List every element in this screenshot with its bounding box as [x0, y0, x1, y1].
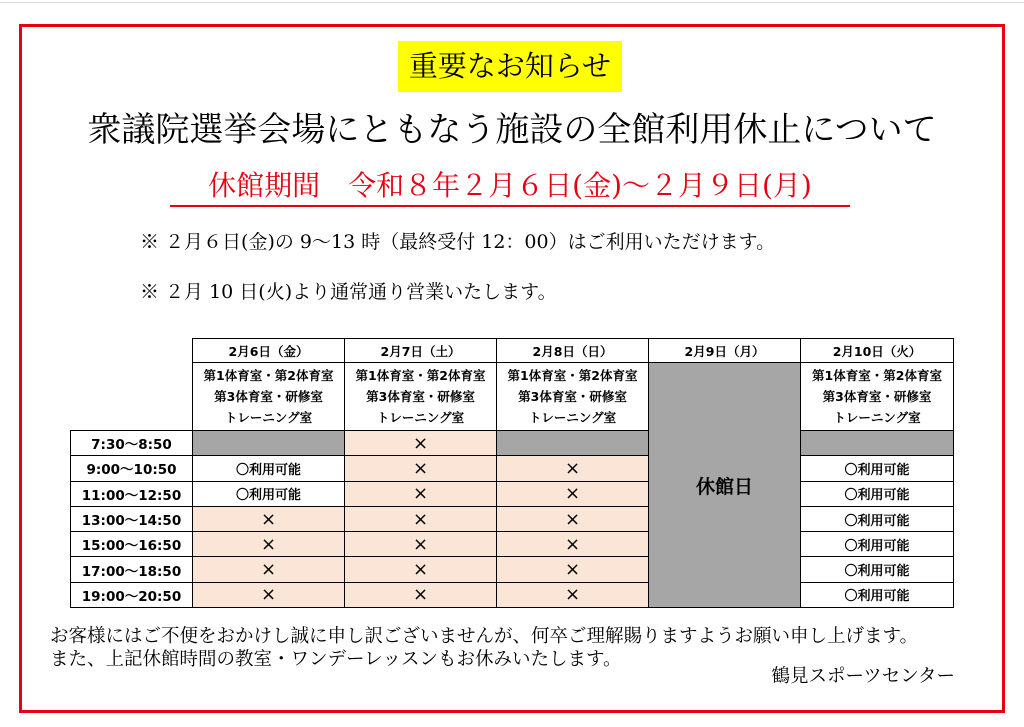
- slot-feb10: 〇利用可能: [801, 506, 954, 531]
- time-slot-row: [71, 431, 954, 456]
- slot-time: 9:00～10:50: [71, 456, 193, 481]
- slot-time: 13:00～14:50: [71, 506, 193, 531]
- facility-line: トレーニング室: [833, 410, 921, 425]
- time-slot-row: [71, 557, 954, 582]
- time-slot-row: [71, 582, 954, 607]
- slot-time: 11:00～12:50: [71, 481, 193, 506]
- slot-feb6: ×: [193, 582, 345, 607]
- closure-period: 休館期間 令和８年２月６日(金)～２月９日(月): [208, 169, 812, 202]
- facilities-feb6: [193, 363, 345, 431]
- slot-feb8: [497, 431, 649, 456]
- slot-feb8: ×: [497, 456, 649, 481]
- slot-feb7: ×: [345, 456, 497, 481]
- slot-feb8: ×: [497, 506, 649, 531]
- slot-feb6: ×: [193, 557, 345, 582]
- facility-line: 第1体育室・第2体育室: [507, 368, 638, 383]
- facility-line: 第3体育室・研修室: [366, 389, 475, 404]
- slot-feb8: ×: [497, 582, 649, 607]
- slot-feb6: 〇利用可能: [193, 481, 345, 506]
- slot-feb8: ×: [497, 557, 649, 582]
- important-notice-label: 重要なお知らせ: [398, 41, 622, 92]
- time-slot-row: [71, 506, 954, 531]
- facility-line: 第3体育室・研修室: [518, 389, 627, 404]
- slot-feb10: 〇利用可能: [801, 456, 954, 481]
- lesson-cancellation-text: また、上記休館時間の教室・ワンデーレッスンもお休みいたします。: [50, 649, 622, 670]
- date-header-feb7: 2月7日（土）: [345, 339, 497, 363]
- corner-blank: [71, 339, 193, 431]
- closed-day-label: 休館日: [695, 475, 753, 498]
- slot-feb10: [801, 431, 954, 456]
- schedule-table: [70, 338, 954, 608]
- slot-time: 15:00～16:50: [71, 532, 193, 557]
- facility-line: 第1体育室・第2体育室: [203, 368, 334, 383]
- closed-day-cell: [649, 363, 801, 608]
- slot-feb7: ×: [345, 431, 497, 456]
- time-slot-row: [71, 456, 954, 481]
- facility-line: 第1体育室・第2体育室: [812, 368, 942, 383]
- slot-feb7: ×: [345, 532, 497, 557]
- slot-feb7: ×: [345, 481, 497, 506]
- slot-feb10: 〇利用可能: [801, 481, 954, 506]
- page-edge-line: [0, 2, 1024, 3]
- facilities-feb7: [345, 363, 497, 431]
- note-partial-open: ※ ２月６日(金)の 9～13 時（最終受付 12：00）はご利用いただけます。: [140, 231, 776, 253]
- date-header-row: [71, 339, 954, 363]
- date-header-feb8: 2月8日（日）: [497, 339, 649, 363]
- slot-feb7: ×: [345, 506, 497, 531]
- time-slot-row: [71, 481, 954, 506]
- slot-feb6: 〇利用可能: [193, 456, 345, 481]
- slot-time: 7:30～8:50: [71, 431, 193, 456]
- facilities-feb10: [801, 363, 954, 431]
- facility-line: トレーニング室: [376, 410, 465, 425]
- facility-line: トレーニング室: [224, 410, 313, 425]
- facility-line: 第3体育室・研修室: [822, 389, 932, 404]
- date-header-feb6: 2月6日（金）: [193, 339, 345, 363]
- slot-feb10: 〇利用可能: [801, 532, 954, 557]
- slot-feb10: 〇利用可能: [801, 582, 954, 607]
- facility-line: 第3体育室・研修室: [214, 389, 323, 404]
- slot-feb6: ×: [193, 532, 345, 557]
- slot-time: 19:00～20:50: [71, 582, 193, 607]
- organization-name: 鶴見スポーツセンター: [771, 666, 955, 687]
- facility-row: [71, 363, 954, 431]
- notice-title: 衆議院選挙会場にともなう施設の全館利用休止について: [87, 110, 937, 150]
- slot-feb8: ×: [497, 481, 649, 506]
- time-slot-row: [71, 532, 954, 557]
- slot-time: 17:00～18:50: [71, 557, 193, 582]
- facility-line: トレーニング室: [528, 410, 617, 425]
- slot-feb8: ×: [497, 532, 649, 557]
- note-reopen: ※ ２月 10 日(火)より通常通り営業いたします。: [140, 281, 557, 303]
- slot-feb6: [193, 431, 345, 456]
- facilities-feb8: [497, 363, 649, 431]
- slot-feb7: ×: [345, 557, 497, 582]
- slot-feb7: ×: [345, 582, 497, 607]
- slot-feb10: 〇利用可能: [801, 557, 954, 582]
- date-header-feb9: 2月9日（月）: [649, 339, 801, 363]
- slot-feb6: ×: [193, 506, 345, 531]
- closure-period-underline: [170, 205, 850, 207]
- facility-line: 第1体育室・第2体育室: [355, 368, 486, 383]
- apology-text: お客様にはご不便をおかけし誠に申し訳ございませんが、何卒ご理解賜りますようお願い申し上げます。: [50, 626, 919, 647]
- date-header-feb10: 2月10日（火）: [801, 339, 954, 363]
